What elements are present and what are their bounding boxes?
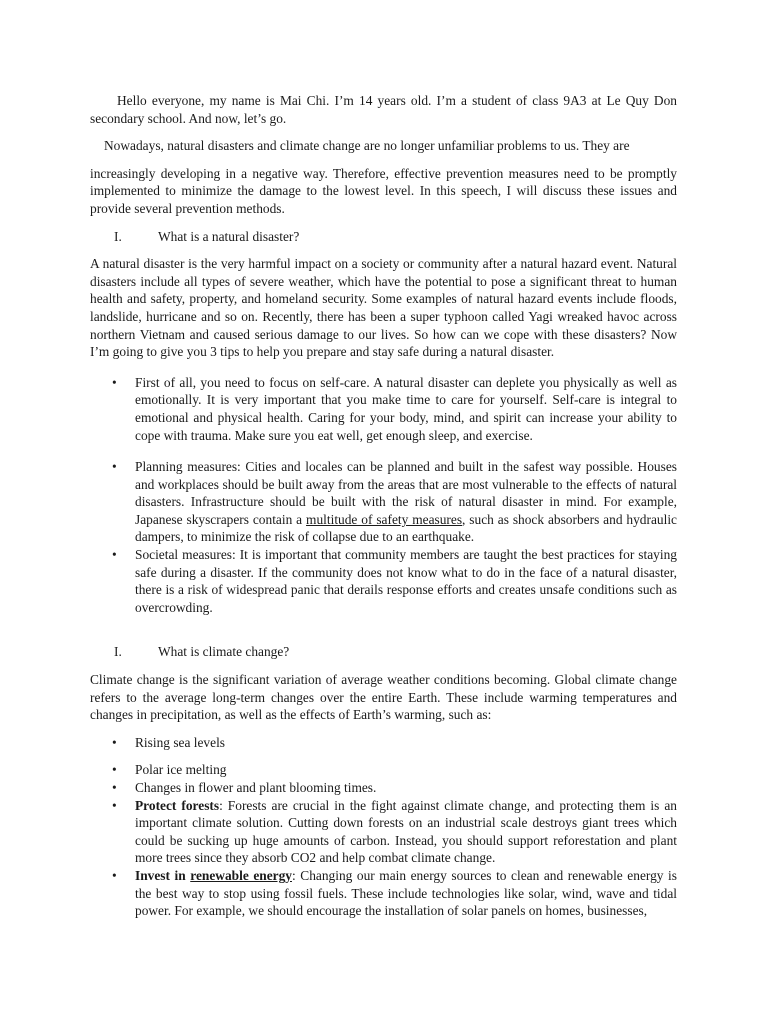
list-item: • Societal measures: It is important that community members are taught the best practices for staying safe during a disaster. If the community does not know what to do in the face of a natural disaster, there is a risk of widespread panic that derails response efforts and creates unsafe conditions such as overcrowding.: [112, 547, 677, 615]
section-title: What is climate change?: [158, 644, 290, 660]
bullet-icon: •: [112, 547, 117, 563]
section-heading-climate-change: [90, 643, 677, 661]
invest-in-label: Invest in: [135, 867, 191, 883]
list-item: • Rising sea levels: [112, 734, 226, 750]
section-title: What is a natural disaster?: [158, 228, 300, 244]
section-number: I.: [114, 644, 122, 660]
disaster-tips-list: [90, 374, 677, 617]
list-item: • Changes in flower and plant blooming times.: [112, 780, 377, 795]
bullet-icon: •: [112, 797, 117, 813]
renewable-energy-link[interactable]: renewable energy: [190, 867, 292, 883]
bullet-icon: •: [112, 459, 117, 475]
bullet-icon: •: [112, 762, 117, 778]
bullet-icon: •: [112, 374, 117, 390]
list-item: • Planning measures: Cities and locales can be planned and built in the safest way possible. Houses and workplaces should be built away from the areas that are most vulnerable to the effects of natural disasters. Infrastructure should be built with the risk of natural disaster in mind. For example, Japanese skyscrapers contain a multitude of safety measures, such as shock absorbers and hydraulic dampers, to minimize the risk of collapse due to an earthquake.: [112, 459, 677, 545]
nowadays-paragraph-continued: increasingly developing in a negative way. Therefore, effective prevention measures need to be promptly implemented to minimize the damage to the lowest level. In this speech, I will discuss these issues and provide several prevention methods.: [90, 165, 677, 216]
document-body: [90, 92, 677, 920]
intro-paragraph: Hello everyone, my name is Mai Chi. I’m 14 years old. I’m a student of class 9A3 at Le Quy Don secondary school. And now, let’s go.: [90, 93, 677, 126]
list-item: • Invest in renewable energy: Changing our main energy sources to clean and renewable energy is the best way to stop using fossil fuels. These include technologies like solar, wind, wave and tidal power. For example, we should encourage the installation of solar panels on homes, businesses,: [112, 867, 677, 919]
climate-change-paragraph: Climate change is the significant variation of average weather conditions becoming. Global climate change refers to the average long-term changes over the entire Earth. These include warming temperatures and changes in precipitation, as well as the effects of Earth’s warming, such as:: [90, 672, 677, 723]
bullet-icon: •: [112, 780, 117, 795]
list-item: • First of all, you need to focus on self-care. A natural disaster can deplete you physically as well as emotionally. It is very important that you make time to care for yourself. Self-care is integral to emotional and physical health. Caring for your body, mind, and spirit can increase your ability to cope with trauma. Make sure you eat well, get enough sleep, and exercise.: [112, 374, 677, 443]
list-item: • Polar ice melting: [112, 762, 227, 778]
section-number: I.: [114, 228, 122, 244]
protect-forests-label: Protect forests: [135, 797, 220, 813]
safety-measures-link[interactable]: multitude of safety measures: [306, 511, 463, 527]
climate-effects-list: [90, 734, 677, 920]
list-item: • Protect forests: Forests are crucial in the fight against climate change, and protecting them is an important climate solution. Cutting down forests on an industrial scale destroys giant trees which could be sucking up huge amounts of carbon. Instead, you should support reforestation and plant more trees since they absorb CO2 and help combat climate change.: [112, 797, 677, 866]
natural-disaster-paragraph: A natural disaster is the very harmful impact on a society or community after a natural hazard event. Natural disasters include all types of severe weather, which have the potential to pose a significant threat to human health and safety, property, and homeland security. Some examples of natural hazard events include floods, landslide, hurricane and so on. Recently, there has been a super typhoon called Yagi wreaked havoc across northern Vietnam and caused serious damage to our lives. So how can we cope with these disasters? Now I’m going to give you 3 tips to help you prepare and stay safe during a natural disaster.: [90, 256, 677, 360]
nowadays-paragraph-first-line: Nowadays, natural disasters and climate change are no longer unfamiliar problems to us. They are: [104, 138, 630, 154]
bullet-icon: •: [112, 867, 117, 883]
bullet-icon: •: [112, 734, 117, 750]
section-heading-natural-disaster: [90, 228, 677, 246]
